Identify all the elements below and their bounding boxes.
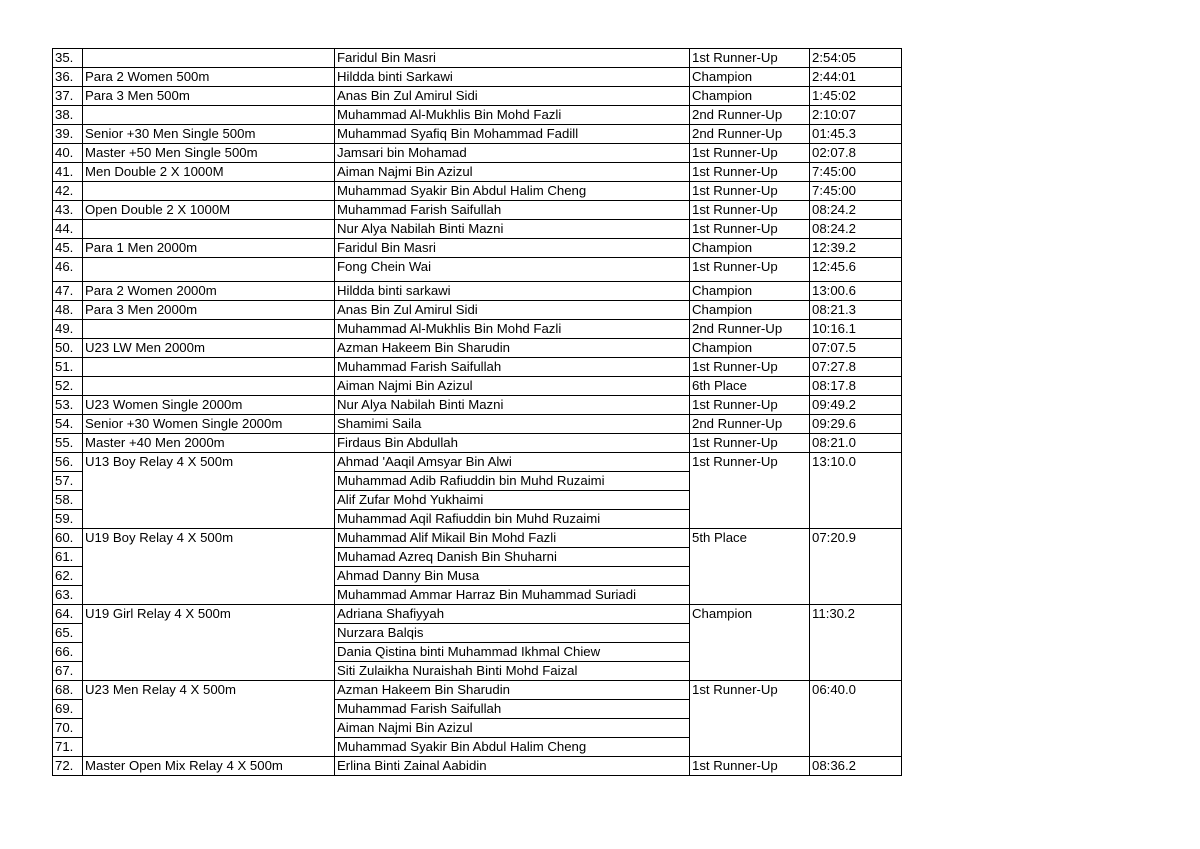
row-number-cell: 43. <box>53 201 83 220</box>
event-cell: Senior +30 Women Single 2000m <box>83 415 335 434</box>
athlete-name-cell: Shamimi Saila <box>335 415 690 434</box>
row-number-cell: 49. <box>53 320 83 339</box>
row-number-cell: 46. <box>53 258 83 282</box>
athlete-name-cell: Nurzara Balqis <box>335 624 690 643</box>
athlete-name-cell: Muhammad Farish Saifullah <box>335 201 690 220</box>
row-number-cell: 67. <box>53 662 83 681</box>
time-cell: 06:40.0 <box>810 681 902 757</box>
time-cell: 2:44:01 <box>810 68 902 87</box>
award-cell: 2nd Runner-Up <box>690 125 810 144</box>
award-cell: Champion <box>690 339 810 358</box>
event-cell <box>83 182 335 201</box>
table-row <box>53 301 902 320</box>
time-cell: 12:45.6 <box>810 258 902 282</box>
time-cell: 08:36.2 <box>810 757 902 776</box>
athlete-name-cell: Muhammad Aqil Rafiuddin bin Muhd Ruzaimi <box>335 510 690 529</box>
table-row <box>53 144 902 163</box>
time-cell: 7:45:00 <box>810 182 902 201</box>
time-cell: 08:24.2 <box>810 201 902 220</box>
row-number-cell: 40. <box>53 144 83 163</box>
time-cell: 02:07.8 <box>810 144 902 163</box>
time-cell: 13:00.6 <box>810 282 902 301</box>
event-cell: Para 2 Women 2000m <box>83 282 335 301</box>
athlete-name-cell: Anas Bin Zul Amirul Sidi <box>335 87 690 106</box>
event-cell: Men Double 2 X 1000M <box>83 163 335 182</box>
row-number-cell: 45. <box>53 239 83 258</box>
award-cell: 1st Runner-Up <box>690 220 810 239</box>
athlete-name-cell: Faridul Bin Masri <box>335 49 690 68</box>
time-cell: 09:49.2 <box>810 396 902 415</box>
award-cell: Champion <box>690 605 810 681</box>
award-cell: Champion <box>690 87 810 106</box>
athlete-name-cell: Muhammad Farish Saifullah <box>335 700 690 719</box>
row-number-cell: 71. <box>53 738 83 757</box>
event-cell: U23 Women Single 2000m <box>83 396 335 415</box>
row-number-cell: 70. <box>53 719 83 738</box>
row-number-cell: 39. <box>53 125 83 144</box>
table-row <box>53 220 902 239</box>
time-cell: 07:27.8 <box>810 358 902 377</box>
athlete-name-cell: Aiman Najmi Bin Azizul <box>335 163 690 182</box>
athlete-name-cell: Anas Bin Zul Amirul Sidi <box>335 301 690 320</box>
event-cell: U19 Boy Relay 4 X 500m <box>83 529 335 605</box>
time-cell: 07:07.5 <box>810 339 902 358</box>
event-cell: Master Open Mix Relay 4 X 500m <box>83 757 335 776</box>
row-number-cell: 44. <box>53 220 83 239</box>
row-number-cell: 61. <box>53 548 83 567</box>
table-row <box>53 339 902 358</box>
time-cell: 08:17.8 <box>810 377 902 396</box>
event-cell: Senior +30 Men Single 500m <box>83 125 335 144</box>
award-cell: 1st Runner-Up <box>690 681 810 757</box>
award-cell: 1st Runner-Up <box>690 182 810 201</box>
row-number-cell: 57. <box>53 472 83 491</box>
table-row <box>53 396 902 415</box>
time-cell: 2:10:07 <box>810 106 902 125</box>
event-cell: Para 3 Men 2000m <box>83 301 335 320</box>
row-number-cell: 65. <box>53 624 83 643</box>
athlete-name-cell: Muhammad Al-Mukhlis Bin Mohd Fazli <box>335 320 690 339</box>
award-cell: 2nd Runner-Up <box>690 106 810 125</box>
table-row <box>53 68 902 87</box>
athlete-name-cell: Muhammad Farish Saifullah <box>335 358 690 377</box>
award-cell: 1st Runner-Up <box>690 144 810 163</box>
athlete-name-cell: Muhammad Syafiq Bin Mohammad Fadill <box>335 125 690 144</box>
row-number-cell: 41. <box>53 163 83 182</box>
table-row <box>53 605 902 624</box>
table-row <box>53 163 902 182</box>
athlete-name-cell: Muhammad Syakir Bin Abdul Halim Cheng <box>335 182 690 201</box>
event-cell <box>83 377 335 396</box>
time-cell: 7:45:00 <box>810 163 902 182</box>
row-number-cell: 54. <box>53 415 83 434</box>
athlete-name-cell: Muhammad Alif Mikail Bin Mohd Fazli <box>335 529 690 548</box>
event-cell: Open Double 2 X 1000M <box>83 201 335 220</box>
athlete-name-cell: Ahmad Danny Bin Musa <box>335 567 690 586</box>
table-row <box>53 453 902 472</box>
athlete-name-cell: Nur Alya Nabilah Binti Mazni <box>335 396 690 415</box>
athlete-name-cell: Muhammad Adib Rafiuddin bin Muhd Ruzaimi <box>335 472 690 491</box>
award-cell: 1st Runner-Up <box>690 358 810 377</box>
row-number-cell: 56. <box>53 453 83 472</box>
row-number-cell: 35. <box>53 49 83 68</box>
table-row <box>53 239 902 258</box>
table-row <box>53 87 902 106</box>
award-cell: 1st Runner-Up <box>690 396 810 415</box>
time-cell: 08:21.0 <box>810 434 902 453</box>
award-cell: 1st Runner-Up <box>690 163 810 182</box>
athlete-name-cell: Muhammad Al-Mukhlis Bin Mohd Fazli <box>335 106 690 125</box>
athlete-name-cell: Ahmad 'Aaqil Amsyar Bin Alwi <box>335 453 690 472</box>
table-row <box>53 125 902 144</box>
athlete-name-cell: Erlina Binti Zainal Aabidin <box>335 757 690 776</box>
row-number-cell: 36. <box>53 68 83 87</box>
athlete-name-cell: Azman Hakeem Bin Sharudin <box>335 339 690 358</box>
event-cell <box>83 358 335 377</box>
event-cell: Master +50 Men Single 500m <box>83 144 335 163</box>
event-cell <box>83 49 335 68</box>
award-cell: 1st Runner-Up <box>690 258 810 282</box>
time-cell: 08:21.3 <box>810 301 902 320</box>
row-number-cell: 47. <box>53 282 83 301</box>
row-number-cell: 59. <box>53 510 83 529</box>
athlete-name-cell: Jamsari bin Mohamad <box>335 144 690 163</box>
event-cell <box>83 258 335 282</box>
award-cell: 1st Runner-Up <box>690 49 810 68</box>
award-cell: Champion <box>690 68 810 87</box>
award-cell: Champion <box>690 239 810 258</box>
results-table-body <box>53 49 902 776</box>
time-cell: 11:30.2 <box>810 605 902 681</box>
athlete-name-cell: Fong Chein Wai <box>335 258 690 282</box>
athlete-name-cell: Adriana Shafiyyah <box>335 605 690 624</box>
table-row <box>53 377 902 396</box>
time-cell: 13:10.0 <box>810 453 902 529</box>
table-row <box>53 529 902 548</box>
row-number-cell: 64. <box>53 605 83 624</box>
athlete-name-cell: Siti Zulaikha Nuraishah Binti Mohd Faizal <box>335 662 690 681</box>
table-row <box>53 282 902 301</box>
row-number-cell: 63. <box>53 586 83 605</box>
athlete-name-cell: Alif Zufar Mohd Yukhaimi <box>335 491 690 510</box>
table-row <box>53 201 902 220</box>
award-cell: 6th Place <box>690 377 810 396</box>
event-cell: Para 1 Men 2000m <box>83 239 335 258</box>
time-cell: 08:24.2 <box>810 220 902 239</box>
athlete-name-cell: Aiman Najmi Bin Azizul <box>335 377 690 396</box>
event-cell: Para 3 Men 500m <box>83 87 335 106</box>
event-cell <box>83 220 335 239</box>
table-row <box>53 415 902 434</box>
award-cell: 5th Place <box>690 529 810 605</box>
table-row <box>53 182 902 201</box>
athlete-name-cell: Aiman Najmi Bin Azizul <box>335 719 690 738</box>
row-number-cell: 66. <box>53 643 83 662</box>
athlete-name-cell: Muhammad Ammar Harraz Bin Muhammad Suriadi <box>335 586 690 605</box>
award-cell: Champion <box>690 301 810 320</box>
event-cell: Para 2 Women 500m <box>83 68 335 87</box>
row-number-cell: 68. <box>53 681 83 700</box>
award-cell: 1st Runner-Up <box>690 201 810 220</box>
row-number-cell: 72. <box>53 757 83 776</box>
row-number-cell: 69. <box>53 700 83 719</box>
time-cell: 2:54:05 <box>810 49 902 68</box>
row-number-cell: 42. <box>53 182 83 201</box>
row-number-cell: 62. <box>53 567 83 586</box>
row-number-cell: 58. <box>53 491 83 510</box>
table-row <box>53 320 902 339</box>
event-cell: U13 Boy Relay 4 X 500m <box>83 453 335 529</box>
time-cell: 07:20.9 <box>810 529 902 605</box>
event-cell <box>83 106 335 125</box>
time-cell: 10:16.1 <box>810 320 902 339</box>
award-cell: Champion <box>690 282 810 301</box>
athlete-name-cell: Azman Hakeem Bin Sharudin <box>335 681 690 700</box>
athlete-name-cell: Firdaus Bin Abdullah <box>335 434 690 453</box>
row-number-cell: 55. <box>53 434 83 453</box>
time-cell: 1:45:02 <box>810 87 902 106</box>
athlete-name-cell: Muhammad Syakir Bin Abdul Halim Cheng <box>335 738 690 757</box>
award-cell: 1st Runner-Up <box>690 434 810 453</box>
table-row <box>53 757 902 776</box>
results-table <box>52 48 902 776</box>
time-cell: 12:39.2 <box>810 239 902 258</box>
table-row <box>53 49 902 68</box>
event-cell: U19 Girl Relay 4 X 500m <box>83 605 335 681</box>
time-cell: 09:29.6 <box>810 415 902 434</box>
award-cell: 1st Runner-Up <box>690 757 810 776</box>
award-cell: 1st Runner-Up <box>690 453 810 529</box>
event-cell: U23 LW Men 2000m <box>83 339 335 358</box>
table-row <box>53 681 902 700</box>
row-number-cell: 52. <box>53 377 83 396</box>
athlete-name-cell: Faridul Bin Masri <box>335 239 690 258</box>
athlete-name-cell: Nur Alya Nabilah Binti Mazni <box>335 220 690 239</box>
award-cell: 2nd Runner-Up <box>690 320 810 339</box>
row-number-cell: 37. <box>53 87 83 106</box>
athlete-name-cell: Dania Qistina binti Muhammad Ikhmal Chiew <box>335 643 690 662</box>
table-row <box>53 106 902 125</box>
table-row <box>53 434 902 453</box>
athlete-name-cell: Muhamad Azreq Danish Bin Shuharni <box>335 548 690 567</box>
row-number-cell: 48. <box>53 301 83 320</box>
athlete-name-cell: Hildda binti Sarkawi <box>335 68 690 87</box>
award-cell: 2nd Runner-Up <box>690 415 810 434</box>
table-row <box>53 258 902 282</box>
row-number-cell: 50. <box>53 339 83 358</box>
event-cell <box>83 320 335 339</box>
table-row <box>53 358 902 377</box>
row-number-cell: 38. <box>53 106 83 125</box>
athlete-name-cell: Hildda binti sarkawi <box>335 282 690 301</box>
row-number-cell: 51. <box>53 358 83 377</box>
event-cell: U23 Men Relay 4 X 500m <box>83 681 335 757</box>
row-number-cell: 53. <box>53 396 83 415</box>
row-number-cell: 60. <box>53 529 83 548</box>
event-cell: Master +40 Men 2000m <box>83 434 335 453</box>
time-cell: 01:45.3 <box>810 125 902 144</box>
